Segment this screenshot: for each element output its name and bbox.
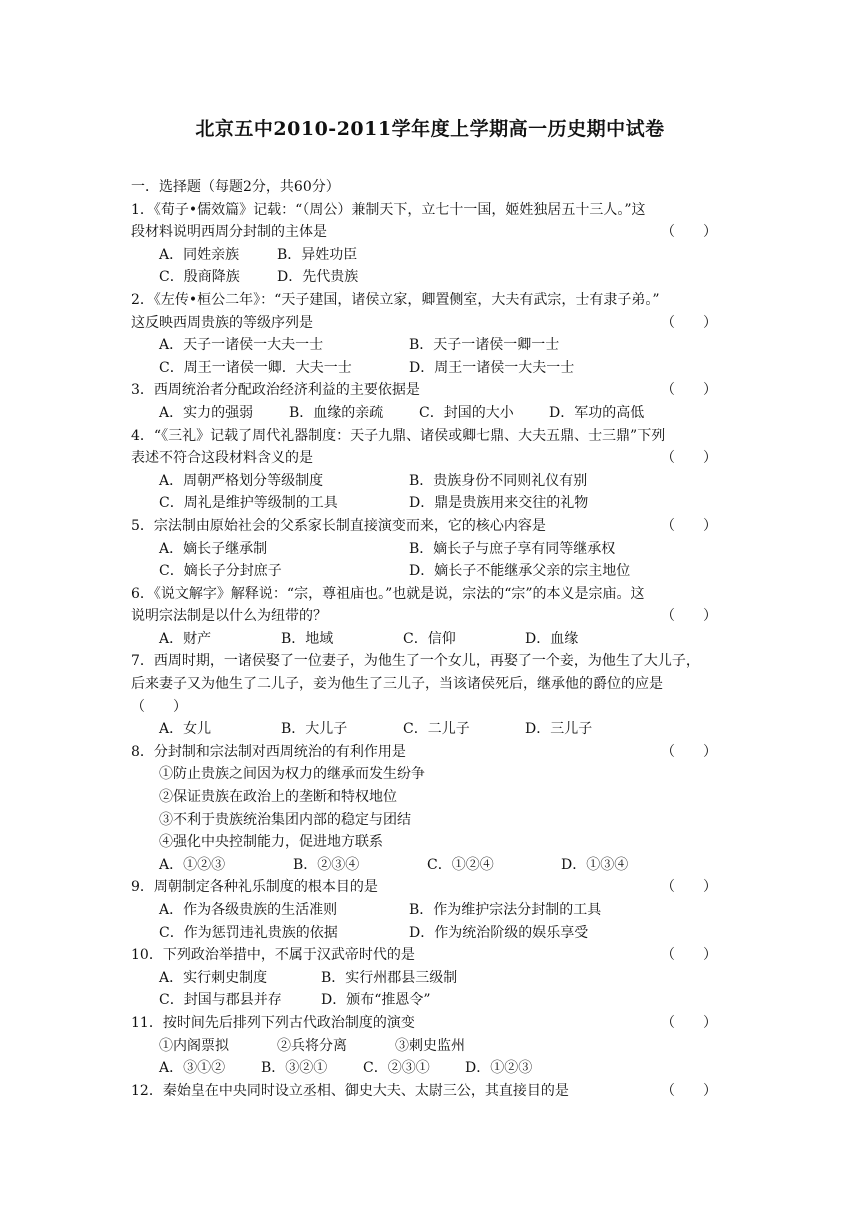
option-d: D．血缘 [525, 630, 579, 647]
answer-blank: （ ） [661, 1014, 717, 1031]
option-a: A．女儿 [159, 721, 212, 738]
question-8-statement-1: ①防止贵族之间因为权力的继承而发生纷争 [159, 766, 425, 783]
option-d: D．军功的高低 [549, 404, 645, 421]
question-9-stem-line-1 [131, 876, 731, 899]
answer-blank: （ ） [661, 1082, 717, 1099]
question-1-stem-line-1: 1．《荀子•儒效篇》记载：“（周公）兼制天下，立七十一国，姬姓独居五十三人。”这 [131, 201, 646, 218]
question-9-stem-text: 9．周朝制定各种礼乐制度的根本目的是 [131, 879, 378, 896]
option-b: B．嫡长子与庶子享有同等继承权 [409, 540, 616, 557]
option-c: C．周王一诸侯一卿．大夫一士 [159, 359, 352, 376]
exam-content [131, 176, 731, 1102]
question-7-options-row [131, 718, 731, 741]
question-1 [131, 199, 731, 289]
question-8-options-row [131, 854, 731, 877]
question-6 [131, 583, 731, 651]
option-d: D．作为统治阶级的娱乐享受 [409, 924, 589, 941]
question-8-statement-2: ②保证贵族在政治上的垄断和特权地位 [159, 789, 397, 806]
question-11-stem-text: 11．按时间先后排列下列古代政治制度的演变 [131, 1014, 415, 1031]
option-d: D．①②③ [465, 1060, 533, 1077]
question-3-options-row [131, 402, 731, 425]
option-d: D．三儿子 [525, 721, 593, 738]
answer-blank: （ ） [661, 879, 717, 896]
question-11-statement-1: ①内阁票拟 [159, 1037, 229, 1054]
option-c: C．①②④ [427, 856, 494, 873]
option-c: C．封国的大小 [419, 404, 514, 421]
question-8-stem-text: 8．分封制和宗法制对西周统治的有利作用是 [131, 743, 406, 760]
option-c: C．周礼是维护等级制的工具 [159, 495, 338, 512]
answer-blank: （ ） [661, 517, 717, 534]
option-d: D．①③④ [561, 856, 629, 873]
question-2 [131, 289, 731, 379]
question-4-stem-line-2 [131, 447, 731, 470]
option-c: C．②③① [363, 1060, 430, 1077]
option-a: A．财产 [159, 630, 212, 647]
answer-blank: （ ） [661, 450, 717, 467]
question-2-stem-line-2 [131, 312, 731, 335]
option-b: B．血缘的亲疏 [289, 404, 384, 421]
option-a: A．作为各级贵族的生活准则 [159, 902, 338, 918]
question-2-options-row-1 [131, 334, 731, 357]
question-10 [131, 944, 731, 1012]
question-9-options-row-1 [131, 899, 731, 922]
answer-blank: （ ） [661, 947, 717, 964]
question-7-stem-line-2: 后来妻子又为他生了二儿子，妾为他生了三儿子，当该诸侯死后，继承他的爵位的应是 [131, 676, 663, 693]
question-8-statement-3: ③不利于贵族统治集团内部的稳定与团结 [159, 811, 411, 828]
question-5-options-row-1 [131, 538, 731, 561]
option-a: A．天子一诸侯一大夫一士 [159, 337, 324, 354]
question-7 [131, 650, 731, 740]
option-a: A．嫡长子继承制 [159, 540, 268, 557]
question-10-options-row-1 [131, 967, 731, 990]
question-2-stem-line-1: 2．《左传•桓公二年》：“天子建国，诸侯立家，卿置侧室，大夫有武宗，士有隶子弟。” [131, 291, 660, 308]
answer-blank: （ ） [661, 314, 717, 331]
question-9 [131, 876, 731, 944]
option-c: C．封国与郡县并存 [159, 992, 282, 1009]
question-10-stem-text: 10．下列政治举措中，不属于汉武帝时代的是 [131, 947, 415, 964]
question-5-stem-text: 5．宗法制由原始社会的父系家长制直接演变而来，它的核心内容是 [131, 517, 546, 534]
option-a: A．③①② [159, 1060, 226, 1077]
option-d: D．鼎是贵族用来交往的礼物 [409, 495, 589, 512]
question-3-stem-text: 3．西周统治者分配政治经济利益的主要依据是 [131, 382, 420, 399]
question-3 [131, 379, 731, 424]
option-b: B．地域 [281, 630, 334, 647]
answer-blank: （ ） [661, 608, 717, 625]
question-1-options-row-1 [131, 244, 731, 267]
question-12-stem-line-1 [131, 1080, 731, 1103]
question-12 [131, 1080, 731, 1103]
question-6-options-row [131, 628, 731, 651]
question-1-stem-line-2 [131, 221, 731, 244]
answer-blank: （ ） [661, 382, 717, 399]
question-11-stem-line-1 [131, 1012, 731, 1035]
question-11 [131, 1012, 731, 1080]
question-11-statement-2: ②兵将分离 [277, 1037, 347, 1054]
option-d: D．颁布“推恩令” [321, 992, 431, 1009]
question-8 [131, 741, 731, 877]
question-4-stem-line-1: 4．“《三礼》记载了周代礼器制度：天子九鼎、诸侯或卿七鼎、大夫五鼎、士三鼎”下列 [131, 427, 666, 444]
option-b: B．大儿子 [281, 721, 348, 738]
question-6-stem-line-1: 6．《说文解字》解释说：“宗，尊祖庙也。”也就是说，宗法的“宗”的本义是宗庙。这 [131, 585, 645, 602]
option-c: C．二儿子 [403, 721, 470, 738]
question-4-options-row-1 [131, 470, 731, 493]
question-4-stem-text: 表述不符合这段材料含义的是 [131, 450, 313, 467]
question-7-stem-line-1: 7．西周时期，一诸侯娶了一位妻子，为他生了一个女儿，再娶了一个妾，为他生了大儿子， [131, 653, 700, 670]
question-5 [131, 515, 731, 583]
question-10-options-row-2 [131, 989, 731, 1012]
question-8-stem-line-1 [131, 741, 731, 764]
question-11-statement-3: ③刺史监州 [395, 1037, 465, 1054]
option-a: A．实行刺史制度 [159, 969, 268, 986]
option-a: A．同姓亲族 [159, 246, 240, 263]
option-d: D．周王一诸侯一大夫一士 [409, 359, 575, 376]
option-b: B．天子一诸侯一卿一士 [409, 337, 560, 354]
question-5-options-row-2 [131, 560, 731, 583]
option-a: A．①②③ [159, 856, 226, 873]
question-6-stem-line-2 [131, 605, 731, 628]
answer-blank: （ ） [661, 224, 717, 241]
question-8-statement-4: ④强化中央控制能力，促进地方联系 [159, 834, 383, 851]
question-12-stem-text: 12．秦始皇在中央同时设立丞相、御史大夫、太尉三公，其直接目的是 [131, 1082, 569, 1099]
question-1-stem-text: 段材料说明西周分封制的主体是 [131, 224, 327, 241]
answer-blank: （ ） [131, 698, 187, 715]
section-heading: 一．选择题（每题2分，共60分） [131, 179, 340, 195]
option-b: B．异姓功臣 [277, 246, 358, 263]
question-4 [131, 425, 731, 515]
question-10-stem-line-1 [131, 944, 731, 967]
question-2-stem-text: 这反映西周贵族的等级序列是 [131, 314, 313, 331]
question-9-options-row-2 [131, 922, 731, 945]
option-b: B．③②① [261, 1060, 328, 1077]
answer-blank: （ ） [661, 743, 717, 760]
option-a: A．实力的强弱 [159, 404, 254, 421]
option-b: B．②③④ [293, 856, 360, 873]
question-4-options-row-2 [131, 492, 731, 515]
option-d: D．先代贵族 [277, 269, 359, 286]
question-2-options-row-2 [131, 357, 731, 380]
question-1-options-row-2 [131, 266, 731, 289]
option-c: C．信仰 [403, 630, 456, 647]
page-title: 北京五中2010-2011学年度上学期高一历史期中试卷 [195, 118, 665, 140]
question-5-stem-line-1 [131, 515, 731, 538]
question-11-statements-row [131, 1035, 731, 1058]
option-c: C．作为惩罚违礼贵族的依据 [159, 924, 338, 941]
option-b: B．贵族身份不同则礼仪有别 [409, 472, 588, 489]
option-c: C．殷商降族 [159, 269, 240, 286]
option-a: A．周朝严格划分等级制度 [159, 472, 324, 489]
question-11-options-row [131, 1057, 731, 1080]
option-b: B．实行州郡县三级制 [321, 969, 458, 986]
option-d: D．嫡长子不能继承父亲的宗主地位 [409, 563, 631, 580]
question-6-stem-text: 说明宗法制是以什么为纽带的？ [131, 608, 327, 625]
option-b: B．作为维护宗法分封制的工具 [409, 902, 602, 918]
question-3-stem-line-1 [131, 379, 731, 402]
option-c: C．嫡长子分封庶子 [159, 563, 282, 580]
question-7-stem-line-3 [131, 696, 731, 719]
